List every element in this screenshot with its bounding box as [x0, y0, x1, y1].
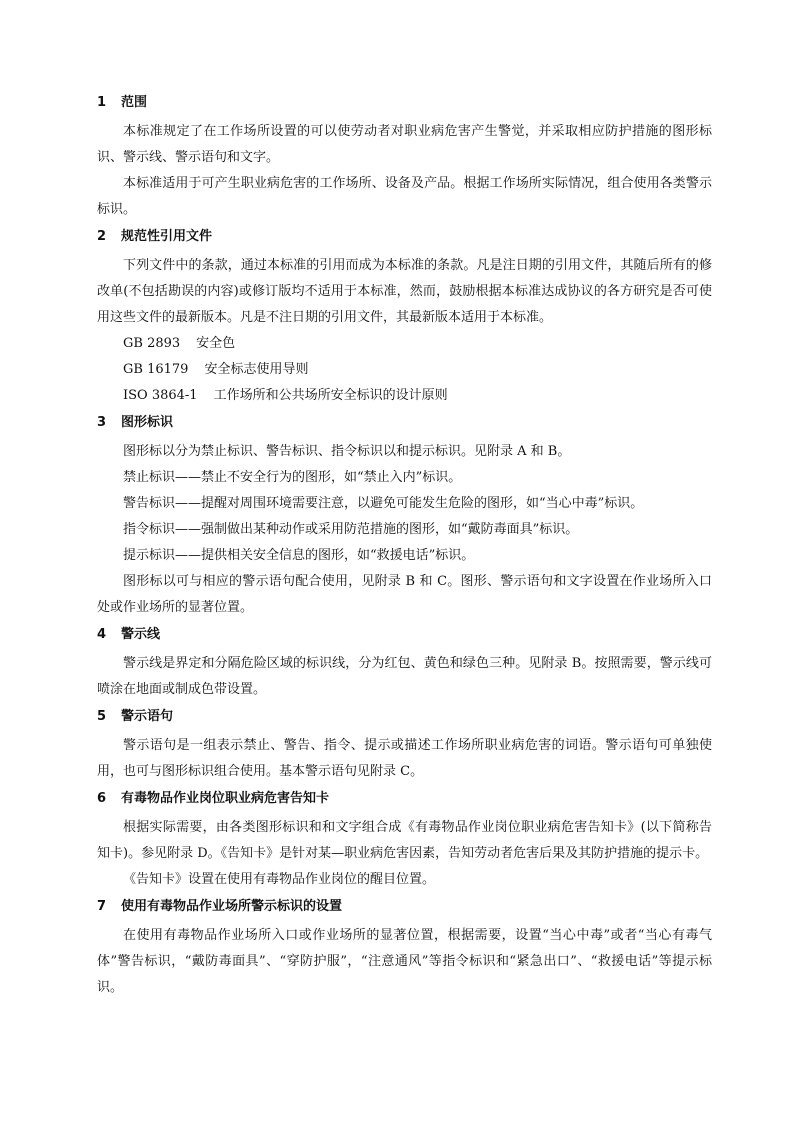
paragraph: 根据实际需要，由各类图形标识和和文字组合成《有毒物品作业岗位职业病危害告知卡》(以下简称告知卡)。参见附录 D。《告知卡》是针对某—职业病危害因素，告知劳动者危害后果及其防护措施的提示卡。: [97, 820, 712, 861]
paragraph: 《告知卡》设置在使用有毒物品作业岗位的醒目位置。: [123, 872, 436, 887]
section-notification-card: [97, 789, 712, 893]
section-heading: [97, 897, 712, 917]
section-heading: [97, 413, 712, 433]
section-number: 4: [97, 627, 107, 642]
paragraph: 下列文件中的条款，通过本标准的引用而成为本标准的条款。凡是注日期的引用文件，其随后所有的修改单(不包括勘误的内容)或修订版均不适用于本标准，然而，鼓励根据本标准达成协议的各方研究是否可使用这些文件的最新版本。凡是不注日期的引用文件，其最新版本适用于本标准。: [97, 258, 712, 325]
section-number: 5: [97, 709, 107, 724]
section-graphic-signs: [97, 413, 712, 621]
section-heading: [97, 789, 712, 809]
paragraph: 在使用有毒物品作业场所入口或作业场所的显著位置，根据需要，设置“当心中毒”或者“当心有毒气体”警告标识，“戴防毒面具”、“穿防护服”，“注意通风”等指令标识和“紧急出口”、“救援电话”等提示标识。: [97, 928, 712, 995]
reference-code: GB 16179: [123, 362, 189, 377]
paragraph: 本标准规定了在工作场所设置的可以使劳动者对职业病危害产生警觉，并采取相应防护措施的图形标识、警示线、警示语句和文字。: [97, 124, 712, 165]
paragraph: 图形标以可与相应的警示语句配合使用，见附录 B 和 C。图形、警示语句和文字设置在作业场所入口处或作业场所的显著位置。: [97, 574, 712, 615]
reference-title: 安全标志使用导则: [204, 362, 309, 377]
section-number: 3: [97, 415, 107, 430]
section-title: 范围: [121, 95, 148, 110]
section-title: 图形标识: [121, 415, 174, 430]
reference-code: GB 2893: [123, 336, 181, 351]
section-warning-phrases: [97, 707, 712, 785]
section-title: 有毒物品作业岗位职业病危害告知卡: [121, 791, 330, 806]
reference-title: 安全色: [196, 336, 236, 351]
section-heading: [97, 227, 712, 247]
paragraph: 指令标识——强制做出某种动作或采用防范措施的图形，如“戴防毒面具”标识。: [123, 522, 579, 537]
reference-item: [97, 383, 712, 409]
paragraph: 警示语句是一组表示禁止、警告、指令、提示或描述工作场所职业病危害的词语。警示语句可单独使用，也可与图形标识组合使用。基本警示语句见附录 C。: [97, 738, 712, 779]
section-heading: [97, 93, 712, 113]
reference-code: ISO 3864-1: [123, 388, 198, 403]
paragraph: 图形标以分为禁止标识、警告标识、指令标识以和提示标识。见附录 A 和 B。: [123, 444, 571, 459]
paragraph: 警示线是界定和分隔危险区域的标识线，分为红包、黄色和绿色三种。见附录 B。按照需要，警示线可喷涂在地面或制成色带设置。: [97, 656, 712, 697]
document-body: [97, 93, 712, 1005]
section-title: 规范性引用文件: [121, 229, 213, 244]
section-scope: [97, 93, 712, 223]
section-sign-placement: [97, 897, 712, 1001]
section-title: 警示线: [121, 627, 161, 642]
section-number: 6: [97, 791, 107, 806]
section-number: 7: [97, 899, 107, 914]
section-title: 警示语句: [121, 709, 174, 724]
paragraph: 警告标识——提醒对周围环境需要注意，以避免可能发生危险的图形，如“当心中毒”标识。: [123, 496, 644, 511]
reference-item: [97, 357, 712, 383]
section-normative-references: [97, 227, 712, 409]
section-title: 使用有毒物品作业场所警示标识的设置: [121, 899, 343, 914]
paragraph: 禁止标识——禁止不安全行为的图形，如“禁止入内”标识。: [123, 470, 462, 485]
section-heading: [97, 707, 712, 727]
reference-item: [97, 331, 712, 357]
paragraph: 提示标识——提供相关安全信息的图形，如“救援电话”标识。: [123, 548, 475, 563]
section-heading: [97, 625, 712, 645]
section-number: 1: [97, 95, 107, 110]
section-warning-lines: [97, 625, 712, 703]
paragraph: 本标准适用于可产生职业病危害的工作场所、设备及产品。根据工作场所实际情况，组合使用各类警示标识。: [97, 176, 712, 217]
reference-title: 工作场所和公共场所安全标识的设计原则: [213, 388, 448, 403]
section-number: 2: [97, 229, 107, 244]
